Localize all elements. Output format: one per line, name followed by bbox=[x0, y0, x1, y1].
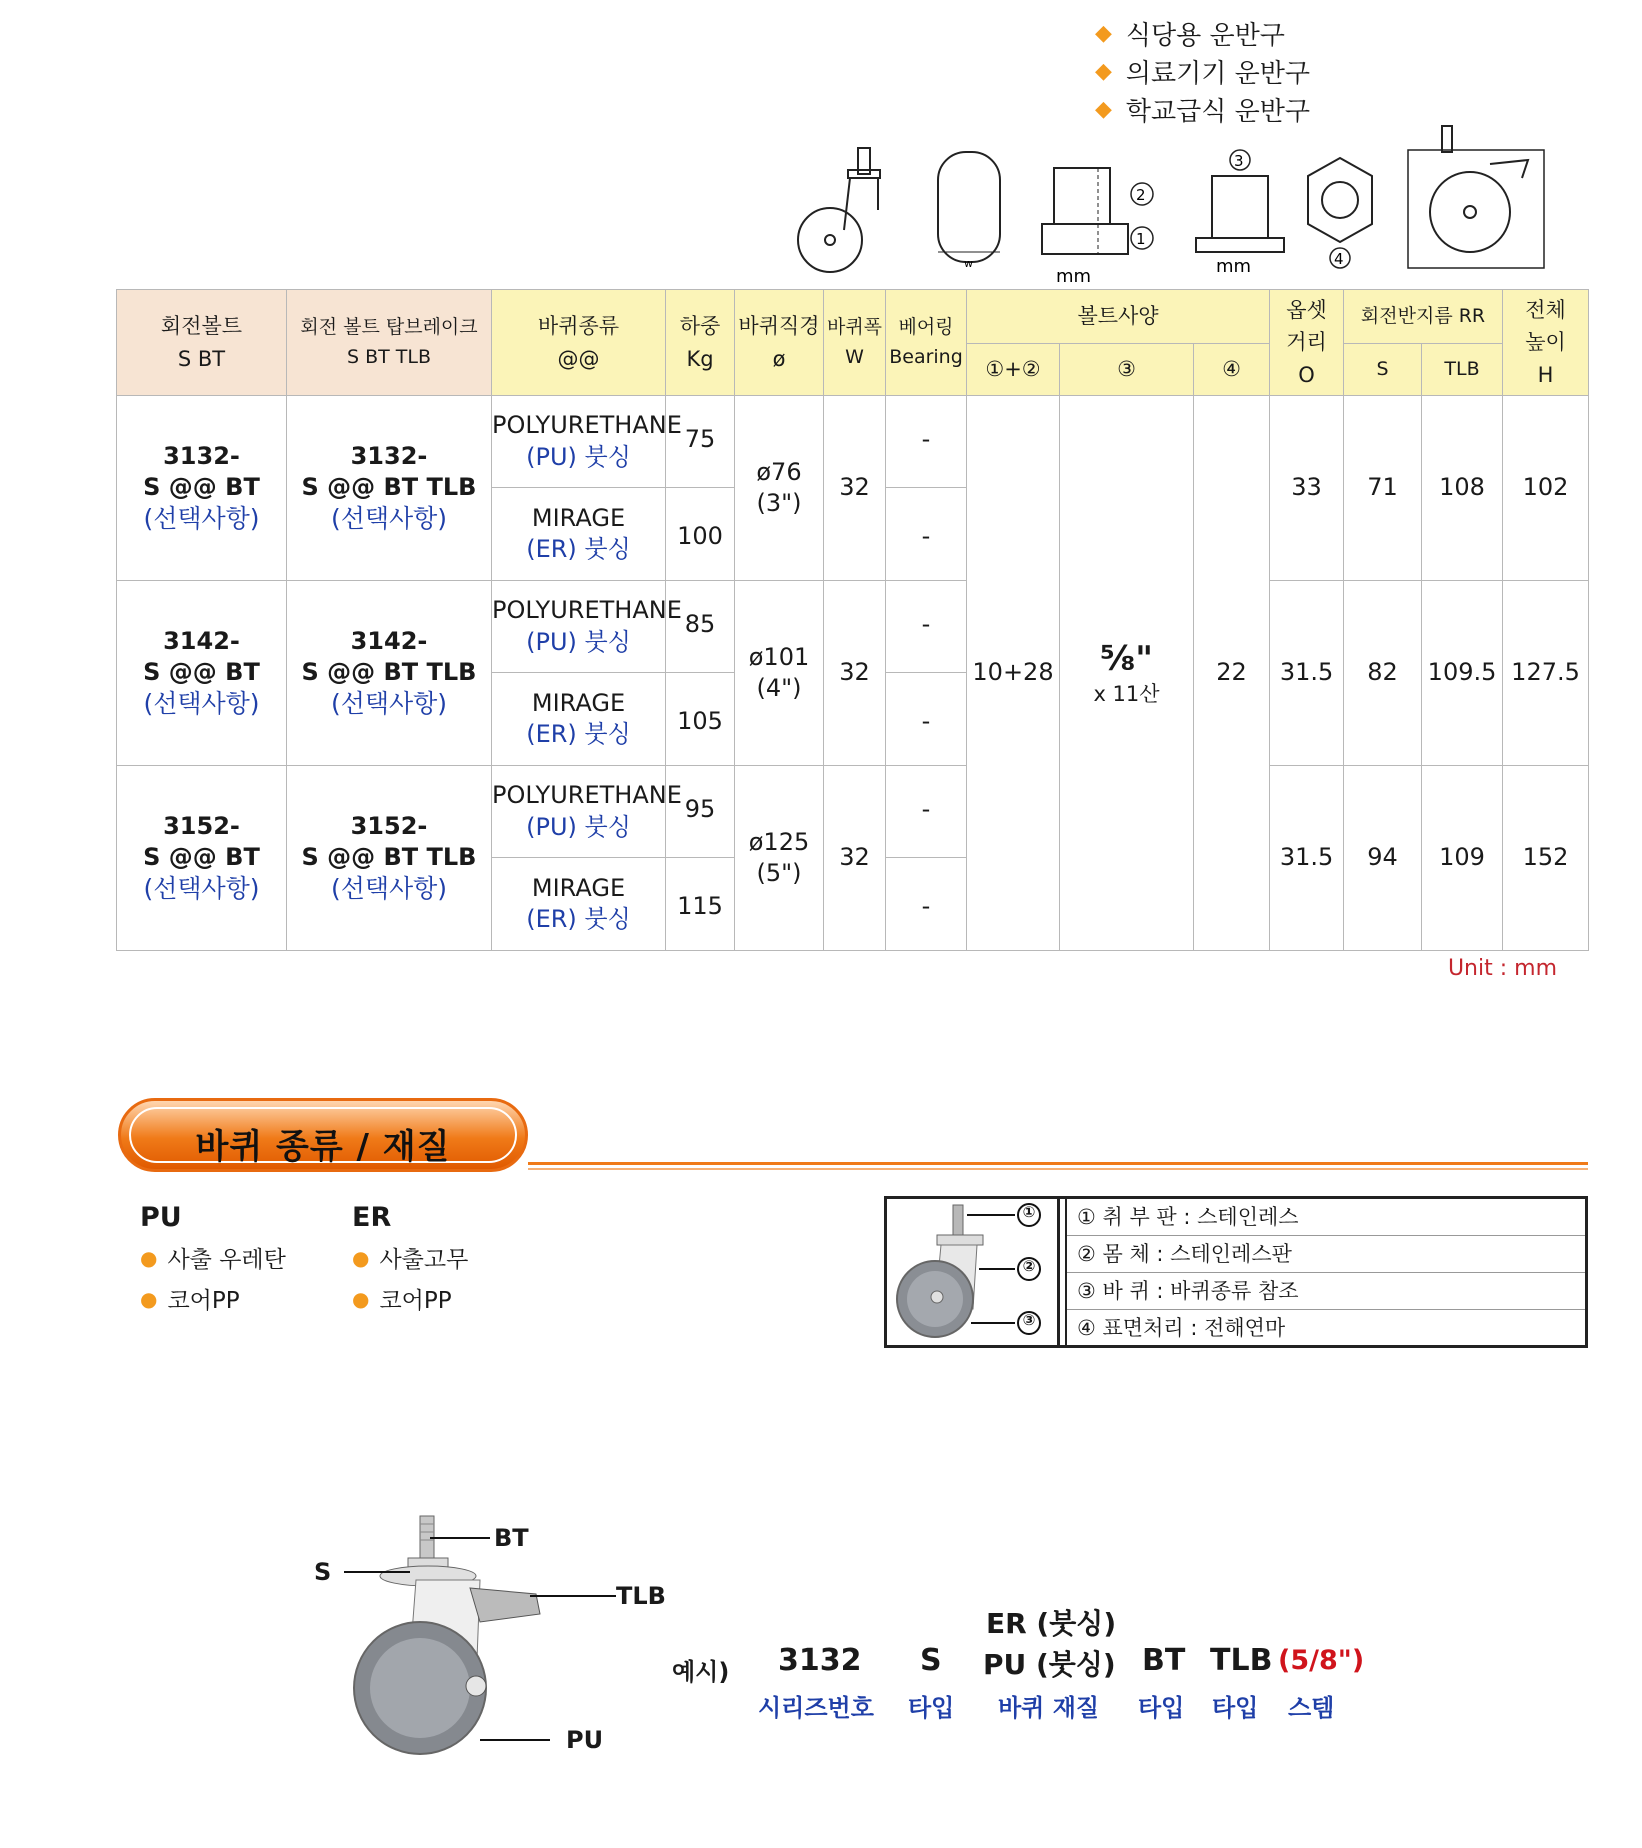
label-bt: BT bbox=[494, 1524, 529, 1552]
model-s-cell: 3152- S @@ BT (선택사항) bbox=[117, 766, 287, 951]
example-stem: (5/8") bbox=[1278, 1645, 1365, 1676]
material-pu: PU ● 사출 우레탄 ● 코어PP bbox=[140, 1202, 286, 1314]
diameter-cell: ø101 (4") bbox=[735, 581, 824, 766]
caster-side-drawing-icon bbox=[792, 120, 892, 280]
bearing-cell: - bbox=[886, 488, 967, 581]
example-label-wheel: 바퀴 재질 bbox=[998, 1694, 1100, 1722]
height-cell: 102 bbox=[1503, 396, 1589, 581]
svg-text:3: 3 bbox=[1234, 152, 1244, 170]
header-bearing: 베어링 Bearing bbox=[886, 290, 967, 396]
divider bbox=[528, 1168, 1588, 1170]
bearing-cell: - bbox=[886, 396, 967, 488]
divider bbox=[528, 1162, 1588, 1165]
model-tlb-cell: 3152- S @@ BT TLB (선택사항) bbox=[287, 766, 492, 951]
svg-text:4: 4 bbox=[1334, 250, 1344, 268]
header-wheel-type: 바퀴종류 @@ bbox=[492, 290, 666, 396]
label-pu: PU bbox=[566, 1726, 604, 1754]
part-marker: ① bbox=[1022, 1203, 1036, 1221]
usage-item: ◆ 학교급식 운반구 bbox=[1095, 96, 1310, 127]
bolt-3-cell: ⅝" x 11산 bbox=[1060, 396, 1194, 951]
width-cell: 32 bbox=[824, 396, 886, 581]
header-load: 하중 Kg bbox=[666, 290, 735, 396]
wheel-type-cell: MIRAGE (ER) 붓싱 bbox=[492, 673, 666, 766]
example-bt: BT bbox=[1142, 1643, 1186, 1678]
example-prefix: 예시) bbox=[672, 1658, 730, 1686]
part-marker: ③ bbox=[1022, 1311, 1036, 1329]
header-bolt-12: ①+② bbox=[967, 344, 1060, 396]
radius-tlb-cell: 109.5 bbox=[1422, 581, 1503, 766]
table-row bbox=[117, 396, 1589, 488]
material-er: ER ● 사출고무 ● 코어PP bbox=[352, 1202, 469, 1314]
header-bolt-spec: 볼트사양 bbox=[967, 290, 1270, 344]
example-label-series: 시리즈번호 bbox=[758, 1694, 874, 1722]
bullet-icon: ● bbox=[140, 1286, 158, 1311]
unit-label: mm bbox=[1216, 256, 1252, 277]
wheel-type-cell: POLYURETHANE (PU) 붓싱 bbox=[492, 766, 666, 858]
diamond-bullet-icon: ◆ bbox=[1095, 58, 1112, 84]
height-cell: 127.5 bbox=[1503, 581, 1589, 766]
example-wheel-pu: PU (붓싱) bbox=[983, 1648, 1116, 1681]
load-cell: 95 bbox=[666, 766, 735, 858]
parts-list bbox=[1065, 1199, 1585, 1345]
header-bolt-4: ④ bbox=[1194, 344, 1270, 396]
wheel-type-cell: MIRAGE (ER) 붓싱 bbox=[492, 858, 666, 951]
label-s: S bbox=[314, 1558, 332, 1586]
offset-cell: 31.5 bbox=[1270, 766, 1344, 951]
parts-row: ④ 표면처리 : 전해연마 bbox=[1077, 1316, 1286, 1340]
part-marker: ② bbox=[1022, 1257, 1036, 1275]
radius-tlb-cell: 109 bbox=[1422, 766, 1503, 951]
svg-text:2: 2 bbox=[1136, 186, 1146, 204]
radius-s-cell: 71 bbox=[1344, 396, 1422, 581]
bearing-cell: - bbox=[886, 673, 967, 766]
load-cell: 75 bbox=[666, 396, 735, 488]
load-cell: 85 bbox=[666, 581, 735, 673]
diameter-cell: ø125 (5") bbox=[735, 766, 824, 951]
model-tlb-cell: 3142- S @@ BT TLB (선택사항) bbox=[287, 581, 492, 766]
wheel-front-drawing-icon bbox=[930, 120, 1010, 270]
height-cell: 152 bbox=[1503, 766, 1589, 951]
example-label-type: 타입 bbox=[1212, 1694, 1259, 1722]
example-type-s: S bbox=[920, 1643, 942, 1678]
example-tlb: TLB bbox=[1210, 1643, 1273, 1678]
nut-side-drawing-icon bbox=[1190, 120, 1290, 280]
header-swivel-top-brake: 회전 볼트 탑브레이크 S BT TLB bbox=[287, 290, 492, 396]
header-radius-s: S bbox=[1344, 344, 1422, 396]
header-swivel-radius: 회전반지름 RR bbox=[1344, 290, 1503, 344]
wheel-type-cell: POLYURETHANE (PU) 붓싱 bbox=[492, 581, 666, 673]
bullet-icon: ● bbox=[352, 1245, 370, 1270]
bullet-icon: ● bbox=[352, 1286, 370, 1311]
bolt-12-cell: 10+28 bbox=[967, 396, 1060, 951]
section-title: 바퀴 종류 / 재질 bbox=[195, 1127, 451, 1167]
section-title-pill bbox=[118, 1098, 528, 1172]
bearing-cell: - bbox=[886, 766, 967, 858]
header-total-height: 전체 높이 H bbox=[1503, 290, 1589, 396]
header-radius-tlb: TLB bbox=[1422, 344, 1503, 396]
radius-s-cell: 94 bbox=[1344, 766, 1422, 951]
header-offset: 옵셋 거리 O bbox=[1270, 290, 1344, 396]
wheel-type-cell: MIRAGE (ER) 붓싱 bbox=[492, 488, 666, 581]
spec-table bbox=[116, 289, 1589, 951]
table-row bbox=[117, 581, 1589, 673]
bearing-cell: - bbox=[886, 858, 967, 951]
label-tlb: TLB bbox=[616, 1582, 666, 1610]
bolt-4-cell: 22 bbox=[1194, 396, 1270, 951]
header-bolt-3: ③ bbox=[1060, 344, 1194, 396]
usage-item: ◆ 의료기기 운반구 bbox=[1095, 58, 1310, 89]
diamond-bullet-icon: ◆ bbox=[1095, 20, 1112, 46]
unit-note: Unit : mm bbox=[1447, 956, 1557, 981]
bearing-cell: - bbox=[886, 581, 967, 673]
usage-item: ◆ 식당용 운반구 bbox=[1095, 20, 1285, 51]
caster-parts-image bbox=[887, 1199, 1060, 1345]
load-cell: 115 bbox=[666, 858, 735, 951]
load-cell: 105 bbox=[666, 673, 735, 766]
hex-nut-drawing-icon bbox=[1302, 120, 1378, 270]
example-label-type: 타입 bbox=[1138, 1694, 1185, 1722]
width-cell: 32 bbox=[824, 581, 886, 766]
example-series: 3132 bbox=[778, 1643, 862, 1678]
offset-cell: 31.5 bbox=[1270, 581, 1344, 766]
model-tlb-cell: 3132- S @@ BT TLB (선택사항) bbox=[287, 396, 492, 581]
width-cell: 32 bbox=[824, 766, 886, 951]
model-s-cell: 3132- S @@ BT (선택사항) bbox=[117, 396, 287, 581]
parts-row: ③ 바 퀴 : 바퀴종류 참조 bbox=[1067, 1273, 1585, 1310]
radius-s-cell: 82 bbox=[1344, 581, 1422, 766]
example-label-stem: 스템 bbox=[1288, 1694, 1335, 1722]
parts-row: ② 몸 체 : 스테인레스판 bbox=[1067, 1236, 1585, 1273]
table-row bbox=[117, 766, 1589, 858]
caster-dimension-drawing-icon bbox=[1400, 120, 1550, 280]
parts-row: ① 취 부 판 : 스테인레스 bbox=[1067, 1199, 1585, 1236]
header-diameter: 바퀴직경 ø bbox=[735, 290, 824, 396]
offset-cell: 33 bbox=[1270, 396, 1344, 581]
bolt-drawing-icon bbox=[1038, 120, 1168, 290]
parts-box bbox=[884, 1196, 1588, 1348]
svg-text:w: w bbox=[964, 257, 973, 270]
radius-tlb-cell: 108 bbox=[1422, 396, 1503, 581]
diamond-bullet-icon: ◆ bbox=[1095, 96, 1112, 122]
usage-list bbox=[1095, 14, 1310, 128]
load-cell: 100 bbox=[666, 488, 735, 581]
unit-label: mm bbox=[1056, 266, 1092, 287]
diameter-cell: ø76 (3") bbox=[735, 396, 824, 581]
example-wheel-er: ER (붓싱) bbox=[986, 1607, 1117, 1640]
svg-text:1: 1 bbox=[1136, 230, 1146, 248]
model-s-cell: 3142- S @@ BT (선택사항) bbox=[117, 581, 287, 766]
wheel-type-cell: POLYURETHANE (PU) 붓싱 bbox=[492, 396, 666, 488]
header-width: 바퀴폭 W bbox=[824, 290, 886, 396]
example-label-type: 타입 bbox=[908, 1694, 955, 1722]
bullet-icon: ● bbox=[140, 1245, 158, 1270]
header-swivel-bolt: 회전볼트 S BT bbox=[117, 290, 287, 396]
